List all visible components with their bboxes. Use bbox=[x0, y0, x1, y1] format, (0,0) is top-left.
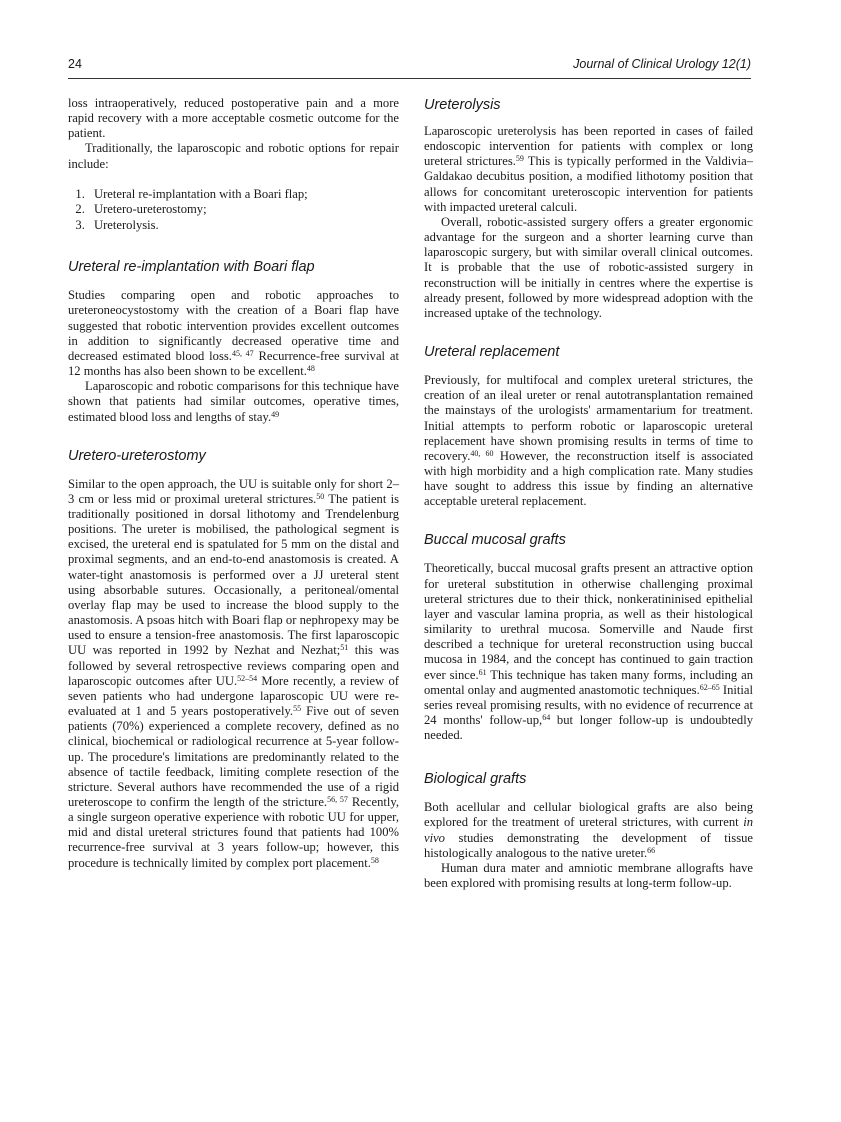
section-heading-uretero-ureterostomy: Uretero-ureterostomy bbox=[68, 447, 206, 464]
citation-ref: 61 bbox=[478, 667, 487, 677]
section-heading-boari-flap: Ureteral re-implantation with Boari flap bbox=[68, 259, 315, 276]
paragraph-text: Laparoscopic and robotic comparisons for this technique have shown that patients had similar outcomes, operative times, estimated blood loss and lengths of stay. bbox=[68, 379, 399, 424]
citation-ref: 59 bbox=[515, 154, 524, 164]
list-item: 1. Ureteral re-implantation with a Boari flap; bbox=[88, 187, 399, 203]
citation-ref: 45, 47 bbox=[231, 348, 254, 358]
paragraph-text: Laparoscopic ureterolysis has been reported in cases of failed endoscopic intervention for patients with complex or long ureteral strictures. bbox=[424, 124, 753, 169]
intro-paragraph-options: Traditionally, the laparoscopic and robotic options for repair include: bbox=[68, 141, 399, 171]
body-paragraph bbox=[68, 288, 399, 379]
left-column bbox=[68, 96, 399, 871]
body-paragraph bbox=[424, 800, 753, 861]
citation-ref: 55 bbox=[293, 704, 302, 714]
intro-paragraph: loss intraoperatively, reduced postoperative pain and a more rapid recovery with a more acceptable cosmetic outcome for the patient. bbox=[68, 96, 399, 141]
list-item: 3. Ureterolysis. bbox=[88, 218, 399, 234]
paragraph-text: More recently, a review of seven patients who had undergone laparoscopic UU were re-evaluated at 1 and 5 years postoperatively. bbox=[68, 673, 399, 719]
header-rule bbox=[68, 78, 751, 79]
paragraph-text: Recurrence-free survival at 12 months has also been shown to be excellent. bbox=[68, 348, 400, 379]
repair-options-list bbox=[68, 187, 399, 234]
section-heading-ureterolysis: Ureterolysis bbox=[424, 97, 501, 113]
citation-ref: 52–54 bbox=[237, 673, 258, 683]
paragraph-text: Five out of seven patients (70%) experienced a complete recovery, defined as no clinical, biochemical or radiological recurrence at 5-year follow-up. The procedure's limitations are predominantly related to the absence of tactile feedback, limiting complete resection of the stricture. Several authors have recommended the use of a rigid ureteroscope to confirm the length of the stricture. bbox=[68, 704, 400, 809]
citation-ref: 66 bbox=[647, 845, 656, 855]
citation-ref: 50 bbox=[316, 491, 325, 501]
citation-ref: 51 bbox=[340, 643, 349, 653]
running-header bbox=[68, 57, 751, 77]
paragraph-text: This is typically performed in the Valdivia–Galdakao decubitus position, a modified lithotomy position that allows for concomitant ureteroscopic intervention for patients with impacted ureteral calculi. bbox=[424, 154, 753, 214]
paragraph-text: This technique has taken many forms, including an omental onlay and augmented anastomotic techniques. bbox=[424, 667, 753, 697]
body-paragraph bbox=[424, 373, 753, 509]
list-item: 2. Uretero-ureterostomy; bbox=[88, 202, 399, 218]
paragraph-text: Studies comparing open and robotic approaches to ureteroneocystostomy with the creation of a Boari flap have suggested that robotic intervention provides excellent outcomes in addition to significantly decreased operative time and decreased estimated blood loss. bbox=[68, 288, 399, 363]
emphasis-text: in vivo bbox=[424, 815, 753, 845]
citation-ref: 58 bbox=[370, 855, 379, 865]
body-paragraph: Human dura mater and amniotic membrane allografts have been explored with promising results at long-term follow-up. bbox=[424, 860, 753, 891]
citation-ref: 49 bbox=[271, 409, 280, 419]
section-heading-biological-grafts: Biological grafts bbox=[424, 771, 527, 788]
page-number: 24 bbox=[68, 57, 82, 71]
paragraph-text: Previously, for multifocal and complex ureteral strictures, the creation of an ileal ureter or renal autotransplantation remained the mainstays of the urologists' armamentarium for treatment. Initial attempts to perform robotic or laparoscopic ureteral replacement have shown promising results in terms of time to recovery. bbox=[424, 373, 753, 463]
paragraph-text: Similar to the open approach, the UU is suitable only for short 2–3 cm or less mid or proximal ureteral strictures. bbox=[68, 476, 399, 506]
section-heading-buccal-mucosal-grafts: Buccal mucosal grafts bbox=[424, 532, 566, 549]
right-column bbox=[424, 96, 753, 891]
body-paragraph bbox=[424, 561, 753, 743]
citation-ref: 48 bbox=[306, 364, 315, 374]
paragraph-text: studies demonstrating the development of tissue histologically analogous to the native ureter. bbox=[424, 830, 753, 860]
paragraph-text: The patient is traditionally positioned in dorsal lithotomy and Trendelenburg positions. The ureter is mobilised, the pathological segment is excised, the ureteral end is spatulated for 5 mm on the distal and proximal segments, and an end-to-end anastomosis is created. A water-tight anastomosis is performed over a JJ ureteral stent using absorbable sutures. Occasionally, a peritoneal/omental overlay flap may be used to increase the blood supply to the anastomosis. A psoas hitch with Boari flap or nephropexy may be used to ensure a tension-free anastomosis. The first laparoscopic UU was reported in 1992 by Nezhat and Nezhat; bbox=[68, 491, 399, 658]
citation-ref: 62–65 bbox=[699, 682, 720, 692]
paragraph-text: but longer follow-up is undoubtedly needed. bbox=[424, 713, 754, 743]
journal-title: Journal of Clinical Urology 12(1) bbox=[573, 57, 751, 71]
body-paragraph: Overall, robotic-assisted surgery offers a greater ergonomic advantage for the surgeon and a shorter learning curve than laparoscopic surgery, but with similar overall clinical outcomes. It is probable that the use of robotic-assisted surgery in reconstruction will be initially in centres where the expertise is already present, followed by more widespread adoption with the increased uptake of the technology. bbox=[424, 214, 753, 320]
paragraph-text: Theoretically, buccal mucosal grafts present an attractive option for ureteral substitution in otherwise challenging proximal ureteral strictures due to their thick, nonkeratininised epithelial layer and vascular lamina propria, as well as their histological similarity to urethral mucosa. Somerville and Naude first described a technique for ureteral reconstruction using buccal mucosa in 1984, and the concept has continued to gain traction ever since. bbox=[424, 561, 753, 682]
body-paragraph bbox=[68, 379, 399, 424]
section-heading-ureteral-replacement: Ureteral replacement bbox=[424, 344, 560, 361]
citation-ref: 56, 57 bbox=[327, 794, 348, 804]
citation-ref: 64 bbox=[542, 713, 551, 722]
body-paragraph bbox=[68, 477, 399, 871]
body-paragraph bbox=[424, 124, 753, 215]
paragraph-text: Recently, a single surgeon operative experience with robotic UU for upper, mid and distal ureteral strictures found that patients had 100% recurrence-free survival at 3 years follow-up; however, this procedure is technically limited by complex port placement. bbox=[68, 794, 400, 870]
paragraph-text: Initial series reveal promising results, with no evidence of recurrence at 24 months' follow-up, bbox=[424, 682, 753, 727]
paragraph-text: Both acellular and cellular biological grafts are also being explored for the treatment of ureteral strictures, with current bbox=[424, 800, 753, 830]
citation-ref: 40, 60 bbox=[470, 448, 494, 458]
paragraph-text: this was followed by several retrospective reviews comparing open and laparoscopic outcomes after UU. bbox=[68, 643, 400, 688]
paragraph-text: However, the reconstruction itself is associated with high morbidity and a high complication rate. Many studies have sought to address this issue by finding an alternative acceptable ureteral replacement. bbox=[424, 448, 754, 509]
